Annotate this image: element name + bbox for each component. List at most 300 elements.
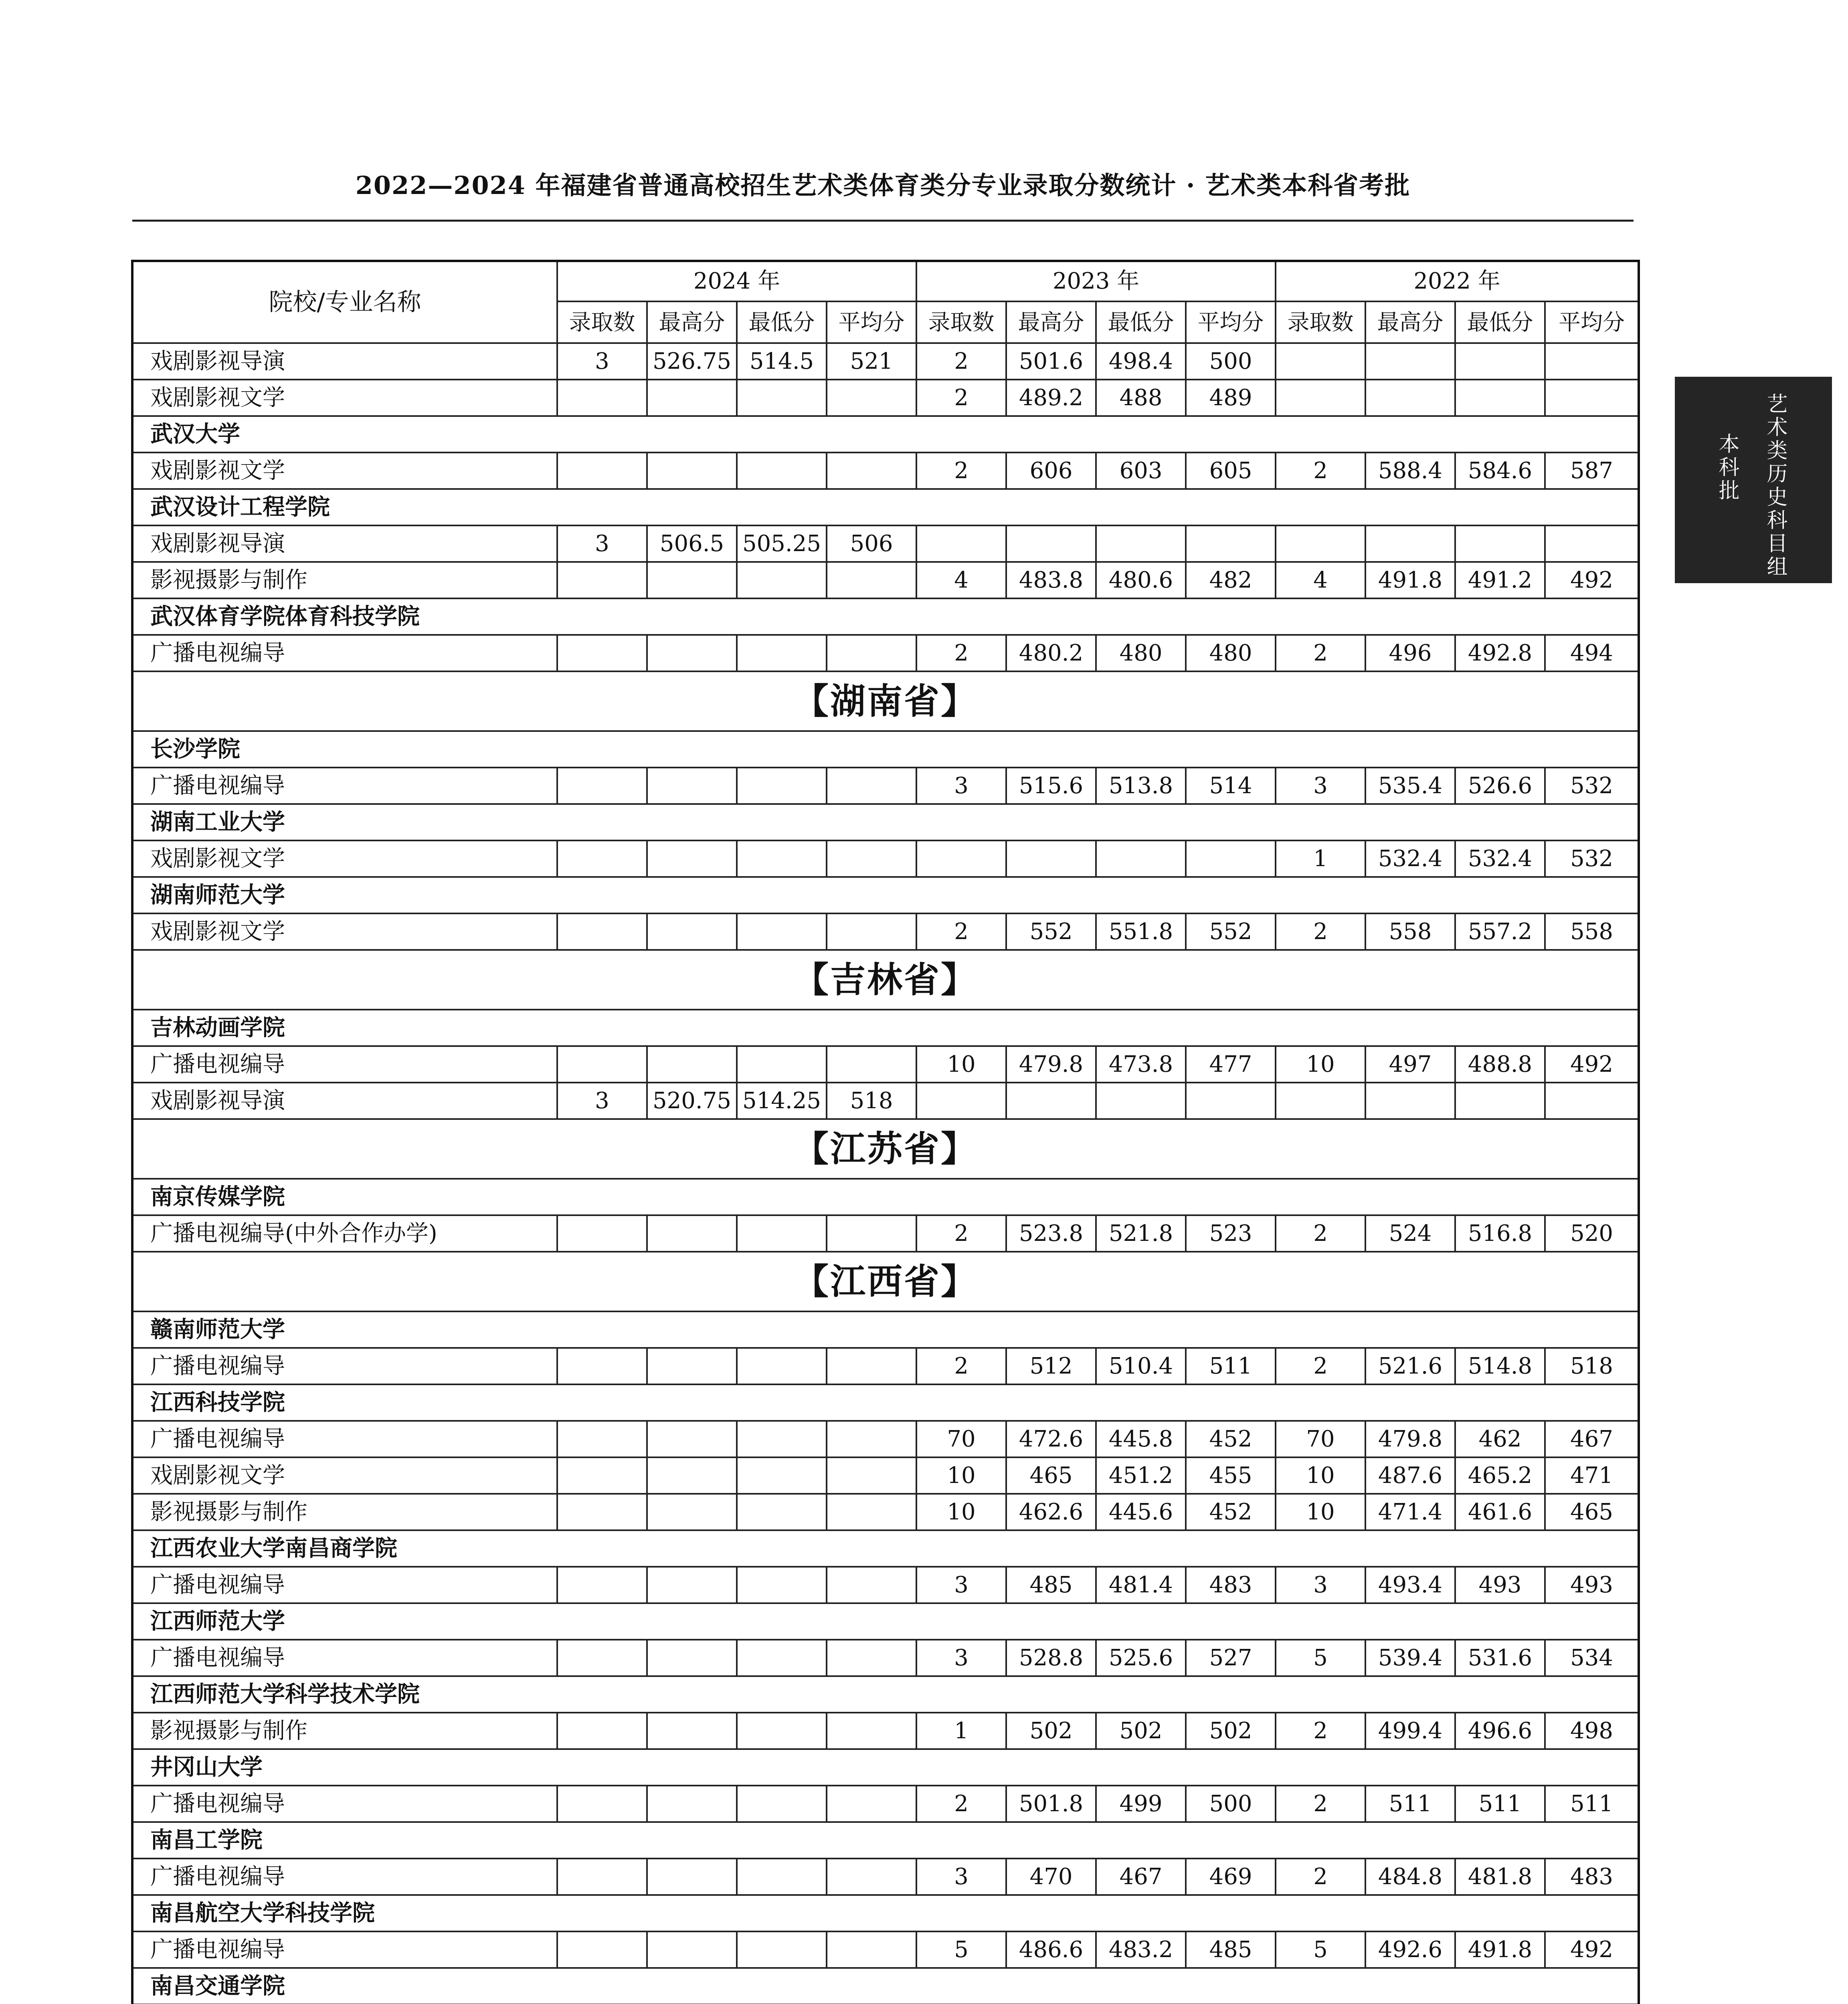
score-cell: 558 [1545, 913, 1639, 950]
score-cell: 10 [1276, 1494, 1365, 1530]
score-cell: 452 [1186, 1494, 1276, 1530]
score-cell: 471.4 [1365, 1494, 1455, 1530]
score-cell: 485 [1006, 1567, 1096, 1603]
major-name: 戏剧影视文学 [132, 840, 557, 877]
major-name: 戏剧影视文学 [132, 453, 557, 489]
score-cell: 10 [1276, 1457, 1365, 1494]
score-cell: 455 [1186, 1457, 1276, 1494]
school-name: 武汉设计工程学院 [132, 489, 1639, 525]
score-cell [737, 562, 827, 598]
school-row [132, 1676, 1639, 1713]
score-cell: 10 [1276, 1046, 1365, 1083]
score-cell: 1 [1276, 840, 1365, 877]
score-cell: 500 [1186, 1786, 1276, 1822]
score-cell [557, 1567, 647, 1603]
major-row [132, 562, 1639, 598]
school-name: 井冈山大学 [132, 1749, 1639, 1786]
score-cell: 525.6 [1096, 1640, 1186, 1676]
score-cell [737, 1215, 827, 1252]
score-cell [737, 1421, 827, 1457]
score-cell: 584.6 [1455, 453, 1545, 489]
score-cell: 558 [1365, 913, 1455, 950]
score-cell [737, 1640, 827, 1676]
score-cell [647, 1494, 737, 1530]
school-row [132, 598, 1639, 635]
metric-header-2024-1: 最高分 [647, 301, 737, 343]
major-row [132, 343, 1639, 380]
province-heading-row [132, 1119, 1639, 1179]
score-cell [1455, 380, 1545, 416]
score-cell [557, 453, 647, 489]
score-cell: 520 [1545, 1215, 1639, 1252]
score-cell: 512 [1006, 1348, 1096, 1384]
year-header-2022: 2022 年 [1276, 261, 1639, 301]
major-name: 戏剧影视导演 [132, 1083, 557, 1119]
score-cell [1276, 343, 1365, 380]
score-cell: 513.8 [1096, 768, 1186, 804]
score-cell [557, 1457, 647, 1494]
score-cell [647, 1931, 737, 1968]
score-cell: 526.6 [1455, 768, 1545, 804]
metric-header-2023-0: 录取数 [916, 301, 1006, 343]
score-cell: 2 [916, 913, 1006, 950]
score-cell: 4 [1276, 562, 1365, 598]
score-cell: 469 [1186, 1859, 1276, 1895]
score-cell [827, 1421, 916, 1457]
score-cell: 3 [916, 768, 1006, 804]
year-header-2024: 2024 年 [557, 261, 916, 301]
score-cell: 518 [827, 1083, 916, 1119]
school-row [132, 1968, 1639, 2004]
score-cell: 498.4 [1096, 343, 1186, 380]
major-row [132, 1348, 1639, 1384]
score-cell: 3 [557, 525, 647, 562]
score-cell: 514.8 [1455, 1348, 1545, 1384]
admission-score-table-container [131, 260, 1638, 2004]
school-row [132, 489, 1639, 525]
admission-score-table [131, 260, 1640, 2004]
school-name: 长沙学院 [132, 731, 1639, 768]
score-cell [557, 1640, 647, 1676]
score-cell: 588.4 [1365, 453, 1455, 489]
score-cell [647, 768, 737, 804]
score-cell: 10 [916, 1494, 1006, 1530]
score-cell: 506.5 [647, 525, 737, 562]
score-cell: 501.6 [1006, 343, 1096, 380]
score-cell: 532 [1545, 768, 1639, 804]
school-row [132, 1895, 1639, 1931]
score-cell [737, 1494, 827, 1530]
score-cell: 461.6 [1455, 1494, 1545, 1530]
score-cell: 479.8 [1365, 1421, 1455, 1457]
major-row [132, 1859, 1639, 1895]
score-cell [1006, 1083, 1096, 1119]
score-cell [827, 1457, 916, 1494]
score-cell: 505.25 [737, 525, 827, 562]
score-cell: 483.2 [1096, 1931, 1186, 1968]
score-cell: 605 [1186, 453, 1276, 489]
score-cell: 492 [1545, 1046, 1639, 1083]
province-heading-row [132, 1252, 1639, 1311]
score-cell [557, 1215, 647, 1252]
metric-header-2023-2: 最低分 [1096, 301, 1186, 343]
major-row [132, 1421, 1639, 1457]
score-cell: 3 [916, 1567, 1006, 1603]
score-cell: 557.2 [1455, 913, 1545, 950]
score-cell: 480 [1186, 635, 1276, 671]
school-row [132, 804, 1639, 840]
score-cell: 552 [1186, 913, 1276, 950]
score-cell: 2 [916, 1348, 1006, 1384]
major-row [132, 1215, 1639, 1252]
score-cell: 603 [1096, 453, 1186, 489]
score-cell [827, 453, 916, 489]
score-cell: 532 [1545, 840, 1639, 877]
score-cell [647, 840, 737, 877]
score-cell: 2 [1276, 1713, 1365, 1749]
score-cell: 487.6 [1365, 1457, 1455, 1494]
province-heading-row [132, 671, 1639, 731]
major-name: 影视摄影与制作 [132, 1713, 557, 1749]
score-cell: 494 [1545, 635, 1639, 671]
metric-header-2024-3: 平均分 [827, 301, 916, 343]
school-name: 江西师范大学科学技术学院 [132, 1676, 1639, 1713]
school-row [132, 1311, 1639, 1348]
major-row [132, 1457, 1639, 1494]
score-cell: 502 [1096, 1713, 1186, 1749]
score-cell: 502 [1006, 1713, 1096, 1749]
header-divider [132, 220, 1634, 222]
score-cell [647, 453, 737, 489]
score-cell: 485 [1186, 1931, 1276, 1968]
metric-header-2023-3: 平均分 [1186, 301, 1276, 343]
metric-header-2023-1: 最高分 [1006, 301, 1096, 343]
score-cell: 539.4 [1365, 1640, 1455, 1676]
score-cell: 5 [1276, 1640, 1365, 1676]
score-cell: 10 [916, 1457, 1006, 1494]
side-tab-subtitle: 本科批 [1715, 433, 1739, 503]
score-cell: 10 [916, 1046, 1006, 1083]
score-cell [557, 635, 647, 671]
score-cell [737, 913, 827, 950]
section-side-tab [1675, 377, 1832, 583]
school-name: 湖南工业大学 [132, 804, 1639, 840]
score-cell [827, 840, 916, 877]
score-cell: 521.8 [1096, 1215, 1186, 1252]
score-cell: 2 [1276, 453, 1365, 489]
major-name: 广播电视编导 [132, 1567, 557, 1603]
score-cell: 491.8 [1455, 1931, 1545, 1968]
score-cell [1365, 525, 1455, 562]
score-cell: 499 [1096, 1786, 1186, 1822]
province-heading: 【吉林省】 [132, 950, 1639, 1010]
score-cell: 2 [1276, 1859, 1365, 1895]
metric-header-2022-0: 录取数 [1276, 301, 1365, 343]
score-cell: 489.2 [1006, 380, 1096, 416]
score-cell: 516.8 [1455, 1215, 1545, 1252]
score-cell: 551.8 [1096, 913, 1186, 950]
score-cell [1545, 525, 1639, 562]
score-cell [1455, 343, 1545, 380]
score-cell [737, 380, 827, 416]
score-cell: 471 [1545, 1457, 1639, 1494]
major-name: 广播电视编导 [132, 1046, 557, 1083]
score-cell: 2 [1276, 1215, 1365, 1252]
score-cell: 511 [1365, 1786, 1455, 1822]
score-cell [647, 1046, 737, 1083]
score-cell: 526.75 [647, 343, 737, 380]
score-cell [827, 1348, 916, 1384]
major-row [132, 635, 1639, 671]
score-cell: 483 [1186, 1567, 1276, 1603]
score-cell [1365, 343, 1455, 380]
score-cell: 488.8 [1455, 1046, 1545, 1083]
metric-header-2022-1: 最高分 [1365, 301, 1455, 343]
score-cell [647, 1713, 737, 1749]
school-row [132, 1603, 1639, 1640]
school-name: 武汉体育学院体育科技学院 [132, 598, 1639, 635]
score-cell: 515.6 [1006, 768, 1096, 804]
score-cell [1455, 525, 1545, 562]
metric-header-2024-2: 最低分 [737, 301, 827, 343]
major-name: 广播电视编导 [132, 1421, 557, 1457]
score-cell: 445.6 [1096, 1494, 1186, 1530]
score-cell: 521 [827, 343, 916, 380]
score-cell: 552 [1006, 913, 1096, 950]
score-cell: 493 [1455, 1567, 1545, 1603]
score-cell: 2 [1276, 1348, 1365, 1384]
score-cell: 534 [1545, 1640, 1639, 1676]
score-cell [1545, 343, 1639, 380]
score-cell: 499.4 [1365, 1713, 1455, 1749]
score-cell: 520.75 [647, 1083, 737, 1119]
score-cell [647, 1567, 737, 1603]
score-cell [827, 1640, 916, 1676]
score-cell: 521.6 [1365, 1348, 1455, 1384]
major-name: 广播电视编导 [132, 635, 557, 671]
score-cell: 5 [916, 1931, 1006, 1968]
school-row [132, 1179, 1639, 1215]
score-cell: 531.6 [1455, 1640, 1545, 1676]
major-name: 广播电视编导 [132, 1640, 557, 1676]
score-cell [557, 1931, 647, 1968]
major-name: 广播电视编导 [132, 768, 557, 804]
score-cell [647, 1421, 737, 1457]
score-cell: 488 [1096, 380, 1186, 416]
score-cell [1096, 840, 1186, 877]
major-row [132, 380, 1639, 416]
score-cell [557, 840, 647, 877]
score-cell: 3 [557, 1083, 647, 1119]
score-cell [1365, 1083, 1455, 1119]
score-cell: 451.2 [1096, 1457, 1186, 1494]
score-cell: 498 [1545, 1713, 1639, 1749]
score-cell [737, 453, 827, 489]
score-cell: 510.4 [1096, 1348, 1186, 1384]
score-cell [827, 913, 916, 950]
score-cell [1276, 380, 1365, 416]
score-cell: 492.6 [1365, 1931, 1455, 1968]
score-cell: 502 [1186, 1713, 1276, 1749]
score-cell: 70 [916, 1421, 1006, 1457]
score-cell [1096, 1083, 1186, 1119]
score-cell [827, 1215, 916, 1252]
score-cell [737, 1567, 827, 1603]
score-cell [647, 635, 737, 671]
score-cell [1006, 840, 1096, 877]
score-cell: 2 [1276, 913, 1365, 950]
score-cell [916, 1083, 1006, 1119]
score-cell: 2 [916, 1215, 1006, 1252]
score-cell: 489 [1186, 380, 1276, 416]
score-cell [1545, 1083, 1639, 1119]
score-cell [1186, 1083, 1276, 1119]
score-cell: 606 [1006, 453, 1096, 489]
major-name: 戏剧影视文学 [132, 1457, 557, 1494]
major-row [132, 1083, 1639, 1119]
score-cell: 492.8 [1455, 635, 1545, 671]
score-cell [827, 380, 916, 416]
score-cell [557, 1494, 647, 1530]
score-cell: 511 [1186, 1348, 1276, 1384]
score-cell: 480 [1096, 635, 1186, 671]
score-cell [737, 1046, 827, 1083]
score-cell: 3 [557, 343, 647, 380]
score-cell: 497 [1365, 1046, 1455, 1083]
school-row [132, 1822, 1639, 1859]
score-cell: 2 [916, 343, 1006, 380]
school-row [132, 1384, 1639, 1421]
score-cell: 481.8 [1455, 1859, 1545, 1895]
score-cell [827, 768, 916, 804]
score-cell: 2 [916, 1786, 1006, 1822]
score-cell: 486.6 [1006, 1931, 1096, 1968]
score-cell: 3 [916, 1859, 1006, 1895]
major-name: 戏剧影视导演 [132, 343, 557, 380]
score-cell: 511 [1545, 1786, 1639, 1822]
score-cell [916, 525, 1006, 562]
major-row [132, 1786, 1639, 1822]
major-row [132, 1494, 1639, 1530]
metric-header-2024-0: 录取数 [557, 301, 647, 343]
score-cell [827, 1713, 916, 1749]
major-name: 广播电视编导 [132, 1786, 557, 1822]
score-cell: 506 [827, 525, 916, 562]
score-cell: 467 [1545, 1421, 1639, 1457]
score-cell: 514 [1186, 768, 1276, 804]
score-cell: 532.4 [1455, 840, 1545, 877]
score-cell [737, 1348, 827, 1384]
score-cell [1186, 525, 1276, 562]
score-cell: 2 [1276, 635, 1365, 671]
score-cell [827, 1786, 916, 1822]
score-cell: 480.6 [1096, 562, 1186, 598]
score-cell: 484.8 [1365, 1859, 1455, 1895]
score-cell: 528.8 [1006, 1640, 1096, 1676]
score-cell: 465.2 [1455, 1457, 1545, 1494]
score-cell [1545, 380, 1639, 416]
score-cell: 491.2 [1455, 562, 1545, 598]
school-name: 湖南师范大学 [132, 877, 1639, 913]
major-row [132, 525, 1639, 562]
score-cell: 3 [1276, 1567, 1365, 1603]
score-cell: 472.6 [1006, 1421, 1096, 1457]
school-row [132, 416, 1639, 453]
score-cell [557, 768, 647, 804]
score-cell: 482 [1186, 562, 1276, 598]
school-row [132, 1010, 1639, 1046]
score-cell [557, 913, 647, 950]
score-cell [916, 840, 1006, 877]
score-cell [647, 380, 737, 416]
school-name: 江西农业大学南昌商学院 [132, 1530, 1639, 1567]
score-cell: 492 [1545, 562, 1639, 598]
score-cell: 500 [1186, 343, 1276, 380]
score-cell: 587 [1545, 453, 1639, 489]
score-cell: 483.8 [1006, 562, 1096, 598]
score-cell [647, 1859, 737, 1895]
score-cell: 452 [1186, 1421, 1276, 1457]
score-cell: 5 [1276, 1931, 1365, 1968]
score-cell: 445.8 [1096, 1421, 1186, 1457]
year-header-2023: 2023 年 [916, 261, 1276, 301]
score-cell [1276, 1083, 1365, 1119]
score-cell: 477 [1186, 1046, 1276, 1083]
score-cell: 523 [1186, 1215, 1276, 1252]
major-name: 广播电视编导(中外合作办学) [132, 1215, 557, 1252]
score-cell: 491.8 [1365, 562, 1455, 598]
score-cell [647, 1786, 737, 1822]
major-name: 广播电视编导 [132, 1859, 557, 1895]
score-cell: 496.6 [1455, 1713, 1545, 1749]
score-cell [557, 1348, 647, 1384]
score-cell: 524 [1365, 1215, 1455, 1252]
score-cell: 1 [916, 1713, 1006, 1749]
score-cell [737, 1786, 827, 1822]
province-heading-row [132, 950, 1639, 1010]
school-name: 南京传媒学院 [132, 1179, 1639, 1215]
score-cell [1096, 525, 1186, 562]
score-cell [1276, 525, 1365, 562]
school-name: 南昌交通学院 [132, 1968, 1639, 2004]
score-cell [1455, 1083, 1545, 1119]
score-cell [827, 562, 916, 598]
score-cell [827, 1494, 916, 1530]
side-tab-title: 艺术类历史科目组 [1763, 393, 1787, 579]
score-cell: 501.8 [1006, 1786, 1096, 1822]
score-cell: 2 [916, 453, 1006, 489]
score-cell [647, 1457, 737, 1494]
major-row [132, 1567, 1639, 1603]
score-cell: 465 [1545, 1494, 1639, 1530]
score-cell: 532.4 [1365, 840, 1455, 877]
school-name: 吉林动画学院 [132, 1010, 1639, 1046]
score-cell: 527 [1186, 1640, 1276, 1676]
score-cell: 462 [1455, 1421, 1545, 1457]
score-cell: 2 [916, 380, 1006, 416]
score-cell: 462.6 [1006, 1494, 1096, 1530]
score-cell: 473.8 [1096, 1046, 1186, 1083]
school-name: 南昌工学院 [132, 1822, 1639, 1859]
score-cell [557, 1046, 647, 1083]
score-cell [827, 635, 916, 671]
school-row [132, 731, 1639, 768]
score-cell [557, 562, 647, 598]
score-cell: 535.4 [1365, 768, 1455, 804]
school-name: 江西科技学院 [132, 1384, 1639, 1421]
major-name: 戏剧影视文学 [132, 380, 557, 416]
score-cell: 492 [1545, 1931, 1639, 1968]
